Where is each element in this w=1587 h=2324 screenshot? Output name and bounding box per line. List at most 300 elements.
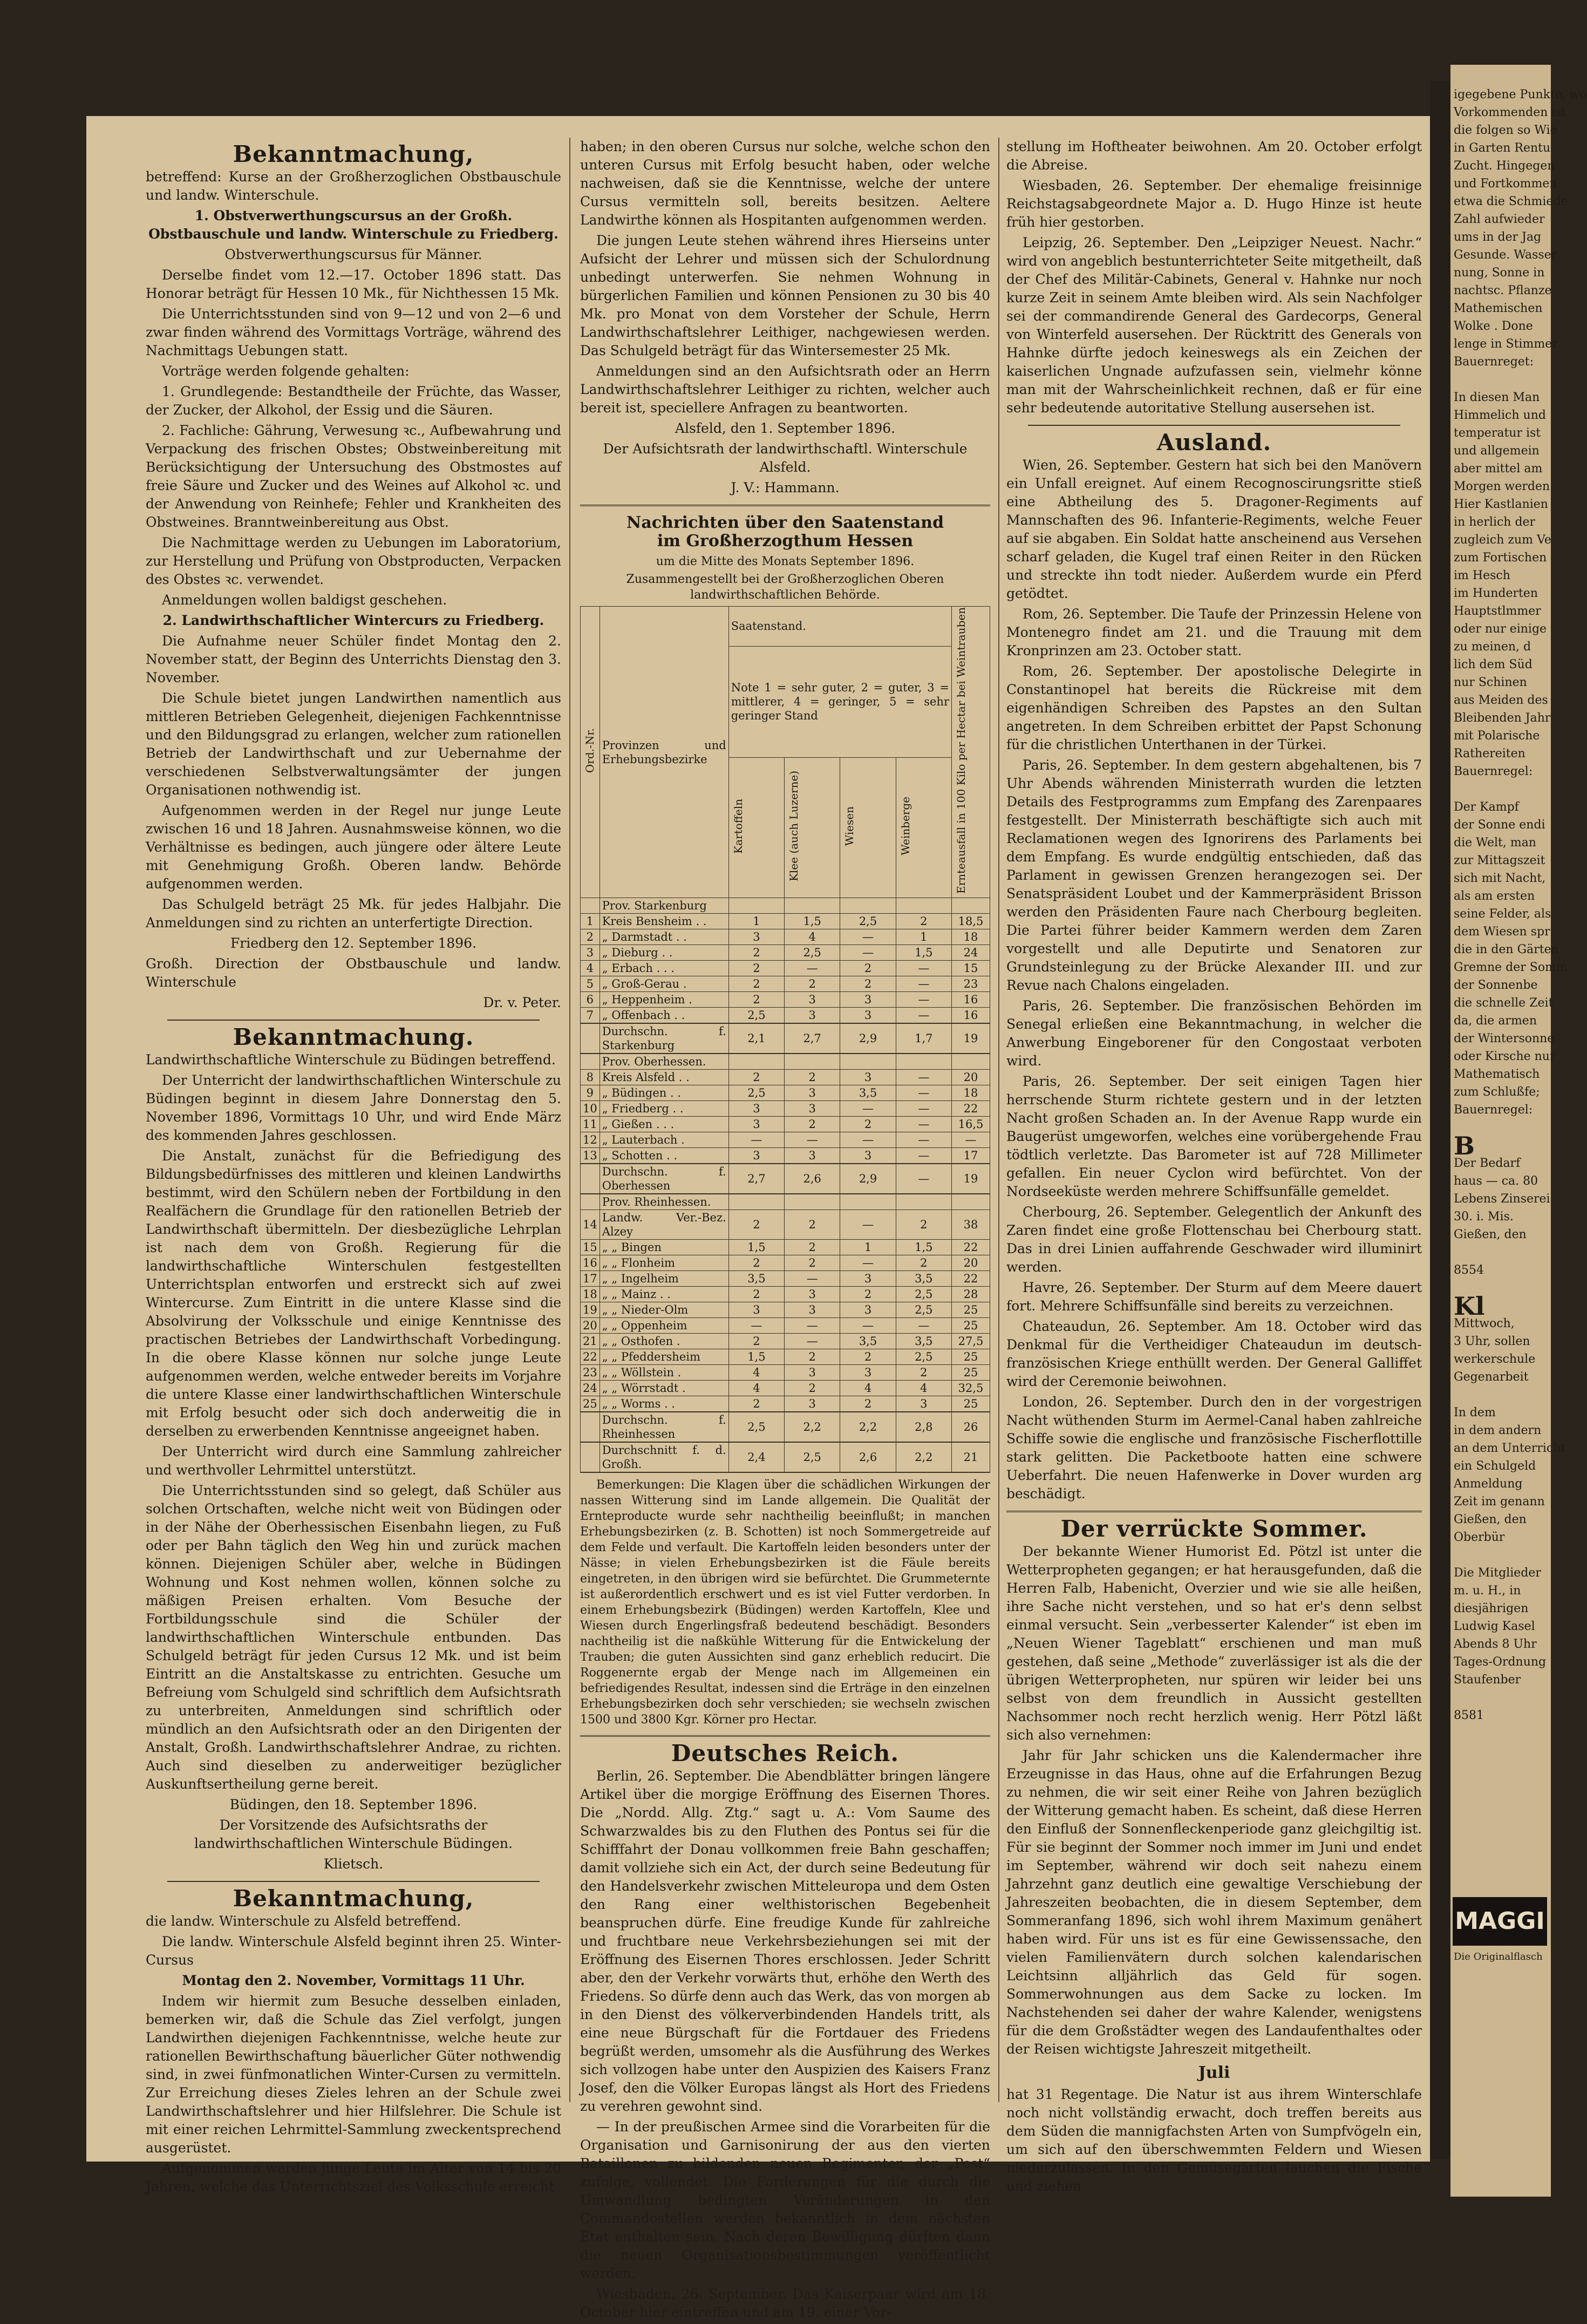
adjacent-page-line: dem Wiesen spr [1454, 925, 1550, 939]
table-cell-value: 1 [840, 1240, 896, 1255]
table-cell-nr: 22 [581, 1349, 600, 1365]
table-cell-value: 2,5 [785, 1442, 840, 1472]
table-cell-value: 2,1 [728, 1023, 784, 1054]
column-2 [580, 138, 990, 2324]
text: Die Unterrichtsstunden sind von 9—12 und von 2—6 und zwar finden während des Vormittags Vorträge, während des Nachmittags Uebungen statt. [146, 306, 561, 358]
table-cell-value: 3 [785, 1396, 840, 1412]
table-cell-value: 2 [896, 1365, 951, 1381]
heading-der-verrueckte-sommer: Der verrückte Sommer. [1060, 1516, 1368, 1542]
table-section-row [581, 1194, 990, 1210]
table-average-row [581, 1442, 990, 1472]
table-cell-value: 2 [728, 1070, 784, 1085]
table-cell-nr [581, 1412, 600, 1442]
table-average-row [581, 1412, 990, 1442]
table-cell-value: 2,6 [785, 1164, 840, 1194]
adjacent-page-line: B [1454, 1131, 1475, 1160]
table-cell-value [840, 1054, 896, 1070]
adjacent-page-line: Der Kampf [1454, 800, 1519, 814]
adjacent-page-line: seine Felder, als [1454, 907, 1551, 921]
heading-ausland: Ausland. [1156, 429, 1272, 456]
table-cell-value: 2,7 [785, 1023, 840, 1054]
adjacent-page-line: Tages-Ordnung [1454, 1655, 1547, 1669]
adjacent-page-line: Zahl aufwieder [1454, 213, 1545, 226]
adjacent-page-line: Gremne der Somm [1454, 961, 1568, 974]
table-cell-value: 1,5 [728, 1349, 784, 1365]
table-cell-value: 2 [840, 961, 896, 976]
table-cell-value: 4 [728, 1381, 784, 1396]
column-header: Kartoffeln [731, 798, 745, 854]
adjacent-page-line: die folgen so Wie [1454, 124, 1557, 137]
table-cell-value: 3 [785, 1148, 840, 1164]
table-cell-value: — [952, 1132, 990, 1148]
table-cell-value: 3 [728, 1117, 784, 1132]
table-cell-value: 2 [896, 1210, 951, 1240]
table-cell-district: „ „ Mainz . . [600, 1287, 728, 1302]
table-cell-district: „ Friedberg . . [600, 1101, 728, 1117]
text: Paris, 26. September. Der seit einigen Tagen hier herrschende Sturm richtete gestern und in der letzten Nacht großen Schaden an. In der Avenue Rapp wurde ein Baugerüst umgeworfen, welches eine vorübergehende Frau tödtlich verletzte. Das Barometer ist auf 728 Millimeter gefallen. Ein neuer Cyclon wird befürchtet. Von der Nordseeküste werden mehrere Schiffsunfälle gemeldet. [1006, 1073, 1422, 1199]
table-row [581, 1132, 990, 1148]
text: Die Aufnahme neuer Schüler findet Montag den 2. November statt, der Beginn des Unterrichts Dienstag den 3. November. [146, 633, 561, 685]
table-row [581, 1117, 990, 1132]
table-row [581, 1070, 990, 1085]
table-cell-district: „ „ Ingelheim [600, 1271, 728, 1287]
table-cell-nr: 1 [581, 914, 600, 929]
table-cell-value: 20 [952, 1255, 990, 1271]
table-cell-value [896, 1194, 951, 1210]
table-cell-value: 18 [952, 929, 990, 945]
table-cell-nr: 19 [581, 1302, 600, 1318]
table-cell-value: 1 [896, 929, 951, 945]
table-cell-district: „ Büdingen . . [600, 1085, 728, 1101]
table-cell-value: 3 [785, 992, 840, 1008]
table-cell-value: — [785, 961, 840, 976]
table-cell-value: — [896, 1101, 951, 1117]
table-notes: Bemerkungen: Die Klagen über die schädlichen Wirkungen der nassen Witterung sind im Lande allgemein. Die Qualität der Ernteproducte wurde sehr nachtheilig beeinflußt; in manchen Erhebungsbezirken (z. B. Schotten) ist noch Sommergetreide auf dem Felde und verfault. Die Kartoffeln leiden besonders unter der Nässe; in vielen Erhebungsbezirken ist die Fäule bereits eingetreten, in den übrigen wird sie befürchtet. Die Grummeternte ist außerordentlich erschwert und es ist viel Futter verdorben. In einem Erhebungsbezirk (Büdingen) werden Kartoffeln, Klee und Wiesen durch Engerlingsfraß bedeutend beschädigt. Besonders nachtheilig ist die naßkühle Witterung für die Entwickelung der Trauben; die guten Aussichten sind ganz erheblich reducirt. Die Roggenernte ergab der Menge nach im Allgemeinen ein befriedigendes Resultat, indessen sind die Erträge in den einzelnen Erhebungsbezirken doch sehr verschieden; sie wechseln zwischen 1500 und 3800 Kgr. Körner pro Hectar. [580, 1478, 990, 1727]
table-cell-value: — [896, 1085, 951, 1101]
table-cell-value: 1,7 [896, 1023, 951, 1054]
table-cell-value: 16 [952, 992, 990, 1008]
table-cell-value: 2,5 [728, 1085, 784, 1101]
adjacent-page-line: Wolke . Done [1454, 320, 1533, 333]
table-row [581, 1287, 990, 1302]
signature-name: Klietsch. [323, 1856, 384, 1872]
table-cell-nr: 18 [581, 1287, 600, 1302]
table-cell-value: 2,9 [840, 1164, 896, 1194]
heading-bekanntmachung-1: Bekanntmachung, [233, 141, 474, 167]
table-row [581, 1318, 990, 1334]
table-cell-value: — [896, 1117, 951, 1132]
adjacent-page-line: aber mittel am [1454, 462, 1543, 475]
table-cell-nr: 24 [581, 1381, 600, 1396]
column-header: Saatenstand. [731, 620, 806, 633]
adjacent-page-line: ums in der Jag [1454, 230, 1542, 244]
adjacent-page-line: Gesunde. Wasser [1454, 248, 1557, 262]
text: Der Unterricht der landwirthschaftlichen Winterschule zu Büdingen beginnt in diesem Jahre Donnerstag den 5. November 1896, Vormittags 10 Uhr, und wird Ende März des kommenden Jahres geschlossen. [146, 1072, 561, 1143]
table-cell-value: — [896, 1008, 951, 1024]
table-cell-nr: 4 [581, 961, 600, 976]
table-cell-value: 3 [728, 1101, 784, 1117]
text: Die Unterrichtsstunden sind so gelegt, daß Schüler aus solchen Ortschaften, welche nicht weit von Büdingen oder in der Nähe der Oberhessischen Eisenbahn liegen, zu Fuß oder per Bahn täglich den Weg hin und zurück machen können. Diejenigen Schüler aber, welche in Büdingen Wohnung und Kost nehmen wollen, können solche zu mäßigen Preisen erhalten. Vom Besuche der Fortbildungsschule sind die Schüler der landwirthschaftlichen Winterschule entbunden. Das Schulgeld beträgt für jeden Cursus 12 Mk. und ist beim Eintritt an die Anstaltskasse zu entrichten. Gesuche um Befreiung vom Schulgeld sind schriftlich dem Aufsichtsrath zu unterbreiten, Anmeldungen sind schriftlich oder mündlich an den Aufsichtsrath oder an den Dirigenten der Anstalt, Großh. Landwirthschaftslehrer Andrae, zu richten. Auch sind dieselben zu anderweitiger bezüglicher Auskunftsertheilung gerne bereit. [146, 1483, 561, 1792]
text: Der Unterricht wird durch eine Sammlung zahlreicher und werthvoller Lehrmittel unterstützt. [146, 1444, 561, 1478]
table-cell-district: Kreis Bensheim . . [600, 914, 728, 929]
table-cell-value [952, 1054, 990, 1070]
table-cell-value: 28 [952, 1287, 990, 1302]
table-cell-value: 25 [952, 1318, 990, 1334]
table-cell-nr [581, 1442, 600, 1472]
table-row [581, 1381, 990, 1396]
table-section-row [581, 1054, 990, 1070]
table-cell-value: — [728, 1318, 784, 1334]
table-cell-value: — [896, 961, 951, 976]
adjacent-page-line: zur Mittagszeit [1454, 854, 1545, 867]
table-cell-district: „ „ Nieder-Olm [600, 1302, 728, 1318]
table-cell-value: 18 [952, 1085, 990, 1101]
table-cell-value: 2,5 [896, 1349, 951, 1365]
table-cell-nr: 12 [581, 1132, 600, 1148]
table-cell-nr [581, 898, 600, 914]
adjacent-page-line: igegebene Punkte, wo [1454, 88, 1587, 101]
adjacent-page-line: etwa die Schmiede [1454, 195, 1568, 208]
table-cell-value: 2 [896, 914, 951, 929]
table-cell-nr: 25 [581, 1396, 600, 1412]
table-cell-value: 23 [952, 976, 990, 992]
dateline: Büdingen, den 18. September 1896. [229, 1797, 478, 1812]
table-cell-value: 25 [952, 1396, 990, 1412]
table-cell-value: 19 [952, 1023, 990, 1054]
table-cell-value: 1,5 [896, 945, 951, 961]
divider [167, 1881, 540, 1882]
text: Derselbe findet vom 12.—17. October 1896 statt. Das Honorar beträgt für Hessen 10 Mk., für Nichthessen 15 Mk. [146, 267, 561, 301]
table-cell-value: 17 [952, 1148, 990, 1164]
table-cell-value [785, 898, 840, 914]
table-cell-district: „ Groß-Gerau . [600, 976, 728, 992]
table-cell-district: „ „ Wörrstadt . [600, 1381, 728, 1396]
table-row [581, 1302, 990, 1318]
table-cell-district: „ „ Worms . . [600, 1396, 728, 1412]
text: Die Schule bietet jungen Landwirthen namentlich aus mittleren Betrieben Gelegenheit, diejenigen Fachkenntnisse und den Bildungsgrad zu erlangen, welcher zum rationellen Betrieb der Landwirthschaft und zur Uebernahme der verschiedenen Selbstverwaltungsämter der jungen Organisationen nothwendig ist. [146, 690, 561, 798]
adjacent-page-line: lenge in Stimmer [1454, 337, 1558, 351]
adjacent-page-line: in dem andern [1454, 1424, 1542, 1437]
adjacent-page-line: diesjährigen [1454, 1602, 1529, 1615]
table-cell-value: 1,5 [785, 914, 840, 929]
table-cell-value [728, 898, 784, 914]
table-cell-value: 18,5 [952, 914, 990, 929]
table-row [581, 1148, 990, 1164]
table-cell-value: 16,5 [952, 1117, 990, 1132]
divider [580, 1735, 990, 1737]
subheading: 2. Landwirthschaftlicher Wintercurs zu Friedberg. [162, 613, 544, 628]
table-cell-district: Durchschn. f. Oberhessen [600, 1164, 728, 1194]
table-cell-value: — [840, 945, 896, 961]
table-cell-district: „ Dieburg . . [600, 945, 728, 961]
table-subtitle: um die Mitte des Monats September 1896. [656, 555, 915, 568]
table-row [581, 914, 990, 929]
subheading: Obstverwerthungscursus für Männer. [224, 247, 482, 262]
table-cell-value: 2 [728, 945, 784, 961]
adjacent-page-line: Bleibenden Jahr [1454, 711, 1551, 725]
adjacent-page-line: 8581 [1454, 1709, 1484, 1722]
table-cell-district: Prov. Rheinhessen. [600, 1194, 728, 1210]
column-header: Weinberge [898, 797, 912, 855]
adjacent-page-line: Morgen werden [1454, 480, 1550, 493]
table-cell-district: „ „ Osthofen . [600, 1334, 728, 1349]
table-cell-value: 19 [952, 1164, 990, 1194]
adjacent-page-line: temperatur ist [1454, 426, 1541, 440]
table-cell-value: 2 [728, 1287, 784, 1302]
adjacent-page-line: Gießen, den [1454, 1513, 1527, 1526]
text: betreffend: Kurse an der Großherzoglichen Obstbauschule und landw. Winterschule. [146, 169, 561, 203]
table-row [581, 1101, 990, 1117]
table-section-row [581, 898, 990, 914]
text: haben; in den oberen Cursus nur solche, welche schon den unteren Cursus mit Erfolg besucht haben, oder welche nachweisen, daß sie die Kenntnisse, welche der untere Cursus vermitteln soll, bereits besitzen. Aeltere Landwirthe können als Hospitanten aufgenommen werden. [580, 139, 990, 228]
table-cell-value: 3 [785, 1302, 840, 1318]
table-cell-nr: 2 [581, 929, 600, 945]
adjacent-page-line: Staufenber [1454, 1673, 1521, 1687]
table-cell-value: 3 [728, 1302, 784, 1318]
text: Berlin, 26. September. Die Abendblätter bringen längere Artikel über die morgige Eröffnung des Eisernen Thores. Die „Nordd. Allg. Ztg.“ sagt u. A.: Vom Saume des Schwarzwaldes bis zu den Fluthen des Pontus sei für die Schifffahrt der Donau vollkommen freie Bahn geschaffen; damit vollziehe sich ein Act, der durch seine Bedeutung für den Handelsverkehr zwischen Mitteleuropa und dem Osten den Rang einer welthistorischen Begebenheit beanspruchen dürfe. Eine freudige Kunde für zahlreiche und fruchtbare neue Verkehrsbeziehungen sei mit der Eröffnung des Eisernen Thores erschlossen. Jeder Schritt aber, den der Verkehr vorwärts thut, erhöhe den Werth des Friedens. So dürfe denn auch das Werk, das von morgen ab in den Dienst des völkerverbindenden Handels tritt, als eine neue Bürgschaft für die Fortdauer des Friedens begrüßt werden, umsomehr als die Ausführung des Werkes sich vollzogen habe unter den Auspizien des Kaisers Franz Josef, den die Völker Europas längst als Hort des Friedens zu verehren gewohnt sind. [580, 1768, 990, 2115]
table-cell-value: 2,5 [785, 945, 840, 961]
table-cell-value: — [785, 1271, 840, 1287]
table-cell-value: — [840, 1318, 896, 1334]
adjacent-page-line: lich dem Süd [1454, 658, 1532, 671]
table-cell-value: — [840, 1101, 896, 1117]
table-row [581, 992, 990, 1008]
table-cell-value: 2 [728, 976, 784, 992]
table-cell-district: „ „ Bingen [600, 1240, 728, 1255]
table-cell-value: 3 [785, 1287, 840, 1302]
table-cell-value [785, 1194, 840, 1210]
table-cell-value: 2 [840, 1349, 896, 1365]
table-cell-nr: 16 [581, 1255, 600, 1271]
table-cell-value: 2,9 [840, 1023, 896, 1054]
table-cell-value: 2 [728, 1396, 784, 1412]
adjacent-page-line: Zucht. Hingegen [1454, 159, 1555, 173]
table-cell-value [952, 1194, 990, 1210]
table-cell-value: 2 [785, 1210, 840, 1240]
table-cell-value: 20 [952, 1070, 990, 1085]
maggi-advert: MAGGI [1453, 1897, 1547, 1946]
adjacent-page-line: die in den Gärten [1454, 943, 1559, 956]
table-cell-value: 2,5 [728, 1412, 784, 1442]
table-cell-value: 25 [952, 1302, 990, 1318]
adjacent-page-line: 8554 [1454, 1263, 1484, 1277]
table-cell-value: 2 [728, 1334, 784, 1349]
adjacent-page-edge [1450, 65, 1587, 2197]
table-cell-district: Durchschnitt f. d. Großh. [600, 1442, 728, 1472]
text: Jahr für Jahr schicken uns die Kalendermacher ihre Erzeugnisse in das Haus, ohne auf die Erfahrungen Bezug zu nehmen, die wir seit einer Reihe von Jahren bezüglich der Witterung gemacht haben. Es scheint, daß diese Herren den Einfluß der Sonnenfleckenperiode ganz gleichgiltig ist. Für sie beginnt der Sommer noch immer im Juni und endet im September, während wir doch seit nahezu einem Jahrzehnt ganz deutlich eine gewaltige Verschiebung der Jahreszeiten beobachten, die in diesem September, dem Sommeranfang 1896, sich wohl ihrem Maximum genähert haben wird. Für uns ist es für eine Gewissenssache, den vielen Familienvätern durch solchen kalendarischen Leichtsinn alljährlich das Geld für sogen. Sommerwohnungen aus dem Sacke zu locken. Im Nachstehenden sei daher der wahre Kalender, wenigstens für die dem Großstädter wegen des Landaufenthaltes oder der Reisen wichtigste Jahreszeit mitgetheilt. [1006, 1748, 1422, 2057]
table-cell-value: 21 [952, 1442, 990, 1472]
adjacent-page-line: zu meinen, d [1454, 640, 1531, 654]
table-cell-value: 2,7 [728, 1164, 784, 1194]
table-row [581, 945, 990, 961]
text: Havre, 26. September. Der Sturm auf dem Meere dauert fort. Mehrere Schiffsunfälle sind bereits zu verzeichnen. [1006, 1280, 1422, 1314]
adjacent-page-line: oder Kirsche nur [1454, 1050, 1556, 1063]
table-cell-value [728, 1054, 784, 1070]
table-row [581, 1349, 990, 1365]
text: Landwirthschaftliche Winterschule zu Büdingen betreffend. [146, 1052, 556, 1068]
table-cell-value: — [785, 1334, 840, 1349]
adjacent-page-line: zum Fortischen [1454, 551, 1547, 565]
table-cell-nr: 8 [581, 1070, 600, 1085]
heading-deutsches-reich: Deutsches Reich. [671, 1740, 900, 1767]
adjacent-page-line: in Garten Rentu [1454, 141, 1551, 155]
table-cell-value: 3 [840, 992, 896, 1008]
table-cell-value: — [896, 1164, 951, 1194]
table-cell-nr: 13 [581, 1148, 600, 1164]
column-rule [569, 138, 570, 2102]
table-cell-nr: 14 [581, 1210, 600, 1240]
table-cell-value: 1,5 [896, 1240, 951, 1255]
adjacent-page-line: aus Meiden des [1454, 694, 1548, 707]
text: Aufgenommen werden in der Regel nur junge Leute zwischen 16 und 18 Jahren. Ausnahmsweise können, wo die Verhältnisse es bedingen, auch jüngere oder ältere Leute mit Genehmigung Großh. Oberen landw. Behörde aufgenommen werden. [146, 803, 561, 892]
table-cell-district: Prov. Oberhessen. [600, 1054, 728, 1070]
table-cell-value: — [896, 992, 951, 1008]
adjacent-page-line: und allgemein [1454, 444, 1540, 458]
table-row [581, 961, 990, 976]
adjacent-page-line: m. u. H., in [1454, 1584, 1521, 1598]
text: die landw. Winterschule zu Alsfeld betreffend. [146, 1913, 461, 1929]
table-cell-nr [581, 1164, 600, 1194]
adjacent-page-line: Hauptstlmmer [1454, 604, 1541, 618]
column-1 [146, 138, 561, 2198]
table-cell-value [896, 898, 951, 914]
table-cell-value: 3 [896, 1396, 951, 1412]
signature: Großh. Direction der Obstbauschule und landw. Winterschule [146, 956, 561, 990]
table-cell-district: „ Heppenheim . [600, 992, 728, 1008]
table-cell-value: 3 [785, 1365, 840, 1381]
table-cell-value: 15 [952, 961, 990, 976]
table-row [581, 1396, 990, 1412]
table-cell-value: 2 [896, 1255, 951, 1271]
heading-bekanntmachung-2: Bekanntmachung. [233, 1024, 474, 1050]
table-cell-value [840, 898, 896, 914]
table-row [581, 929, 990, 945]
table-cell-value: 2 [840, 976, 896, 992]
text: Rom, 26. September. Die Taufe der Prinzessin Helene von Montenegro findet am 21. und die Trauung mit dem Kronprinzen am 23. October statt. [1006, 606, 1422, 658]
text: — In der preußischen Armee sind die Vorarbeiten für die Organisation und Garnisonirung der aus den vierten Bataillonen zu bildenden neuen Regimenter, der „Post“ zufolge, vollendet. Die Forderungen für die durch die Umwandlung bedingten Veränderungen in den Commandostellen werden bekanntlich in dem nächsten Etat enthalten sein. Nach deren Bewilligung dürften dann die neuen Organisationsbestimmungen veröffentlicht werden. [580, 2119, 990, 2282]
table-cell-nr: 9 [581, 1085, 600, 1101]
table-cell-value: 2 [840, 1287, 896, 1302]
divider [1028, 425, 1400, 426]
table-cell-value: 3 [785, 1101, 840, 1117]
adjacent-page-line: ein Schulgeld [1454, 1459, 1536, 1473]
table-cell-district: Landw. Ver.-Bez. Alzey [600, 1210, 728, 1240]
table-cell-value: 4 [896, 1381, 951, 1396]
column-header: Provinzen und Erhebungsbezirke [602, 738, 726, 766]
table-cell-district: Durchschn. f. Rheinhessen [600, 1412, 728, 1442]
text: Wien, 26. September. Gestern hat sich bei den Manövern ein Unfall ereignet. Auf einem Recognoscirungsritte stieß eine Abtheilung des 5. Dragoner-Regiments auf Mannschaften des 96. Infanterie-Regiments, welche Feuer auf sie abgaben. Ein Soldat hatte anscheinend aus Versehen scharf geladen, die Kugel traf einen Reiter in den Rücken und streckte ihn todt nieder. Außerdem wurde ein Pferd getödtet. [1006, 457, 1422, 601]
adjacent-page-line: 3 Uhr, sollen [1454, 1335, 1530, 1348]
table-row [581, 1334, 990, 1349]
table-cell-value: — [728, 1132, 784, 1148]
table-cell-value: 25 [952, 1349, 990, 1365]
adjacent-page-line: Zeit im genann [1454, 1495, 1545, 1508]
table-cell-value: 2,2 [840, 1412, 896, 1442]
text: Anmeldungen sind an den Aufsichtsrath oder an Herrn Landwirthschaftslehrer Leithiger zu richten, welcher auch bereit ist, speciellere Anfragen zu beantworten. [580, 363, 990, 416]
book-binding [1430, 81, 1450, 2159]
table-cell-district: „ „ Pfeddersheim [600, 1349, 728, 1365]
dateline: Alsfeld, den 1. September 1896. [675, 420, 896, 436]
adjacent-page-line: Bauernregel: [1454, 765, 1533, 778]
table-row [581, 1255, 990, 1271]
adjacent-page-line: Gießen, den [1454, 1228, 1527, 1241]
table-cell-value: 24 [952, 945, 990, 961]
column-header: Klee (auch Luzerne) [787, 771, 801, 882]
table-cell-value: 2,2 [896, 1442, 951, 1472]
column-header: Ernteausfall in 100 Kilo per Hectar bei Weintrauben [955, 607, 968, 894]
adjacent-page-line: Mathemischen [1454, 302, 1543, 315]
table-cell-district: „ Darmstadt . . [600, 929, 728, 945]
table-cell-district: „ „ Flonheim [600, 1255, 728, 1271]
table-cell-value: 22 [952, 1271, 990, 1287]
adjacent-page-line: die schnelle Zeit [1454, 996, 1554, 1010]
table-cell-value: 2,8 [896, 1412, 951, 1442]
table-cell-value [952, 898, 990, 914]
adjacent-page-line: im Hunderten [1454, 587, 1538, 600]
table-average-row [581, 1023, 990, 1054]
table-cell-district: „ Gießen . . . [600, 1117, 728, 1132]
adjacent-page-line: Bauernregel: [1454, 1103, 1533, 1117]
text: Paris, 26. September. In dem gestern abgehaltenen, bis 7 Uhr Abends währenden Ministerrath wurden die letzten Details des Festprogramms zum Empfang des Zarenpaares festgestellt. Der Ministerrath beschäftigte sich auch mit Reclamationen wegen des Ignorirens des Parlaments bei dem Empfang. Es wurde endgültig entschieden, daß das Parlament in gewissen Grenzen herangezogen sei. Der Senatspräsident Loubet und der Kammerpräsident Brisson werden den Präsidenten Faure nach Cherbourg begleiten. Die Partei führer beider Kammern werden dem Zaren vorgestellt und alle Deputirte und Senatoren zur Grundsteinlegung zu der Brücke Alexander III. und zur Revue nach Chalons eingeladen. [1006, 757, 1422, 993]
table-cell-value: — [785, 1132, 840, 1148]
table-cell-value: 26 [952, 1412, 990, 1442]
table-cell-value: 38 [952, 1210, 990, 1240]
maggi-advert-caption: Die Originalflasch [1454, 1951, 1543, 1962]
table-cell-value: — [840, 929, 896, 945]
table-cell-value: 2 [840, 1396, 896, 1412]
table-cell-nr: 17 [581, 1271, 600, 1287]
adjacent-page-line: Mittwoch, [1454, 1317, 1515, 1330]
adjacent-page-line: der Sonnenbe [1454, 978, 1538, 992]
newspaper-page [86, 116, 1430, 2321]
column-header: Wiesen [843, 806, 856, 846]
table-cell-district: „ Schotten . . [600, 1148, 728, 1164]
adjacent-page-line: Ludwig Kasel [1454, 1620, 1535, 1633]
table-cell-nr: 5 [581, 976, 600, 992]
adjacent-page-line: Oberbür [1454, 1531, 1505, 1544]
text: Rom, 26. September. Der apostolische Delegirte in Constantinopel hat bereits die Rückreise mit dem eigenhändigen Schreiben des Papstes an den Sultan angetreten. In dem Schreiben erbittet der Papst Schonung für die christlichen Unterthanen in der Türkei. [1006, 663, 1422, 752]
table-cell-district: „ Lauterbach . [600, 1132, 728, 1148]
adjacent-page-line: 30. i. Mis. [1454, 1210, 1514, 1224]
adjacent-page-line: Hier Kastlanien [1454, 498, 1548, 511]
table-cell-value: — [896, 1070, 951, 1085]
table-cell-value [785, 1054, 840, 1070]
signature: Der Vorsitzende des Aufsichtsraths der landwirthschaftlichen Winterschule Büdingen. [194, 1817, 513, 1851]
adjacent-page-line: werkerschule [1454, 1353, 1536, 1366]
table-cell-value: 2,5 [728, 1008, 784, 1024]
adjacent-page-line: mit Polarische [1454, 729, 1540, 743]
table-row [581, 1008, 990, 1024]
adjacent-page-line: In diesen Man [1454, 391, 1540, 404]
table-row [581, 1085, 990, 1101]
table-cell-value: 4 [840, 1381, 896, 1396]
dateline: Friedberg den 12. September 1896. [230, 935, 477, 951]
table-cell-value: 3 [840, 1302, 896, 1318]
table-cell-value: 2 [728, 992, 784, 1008]
column-header: Note 1 = sehr guter, 2 = guter, 3 = mittlerer, 4 = geringer, 5 = sehr geringer Stand [731, 681, 949, 723]
table-cell-nr: 11 [581, 1117, 600, 1132]
divider [1006, 1511, 1422, 1512]
table-cell-district: Kreis Alsfeld . . [600, 1070, 728, 1085]
table-cell-value: 2 [728, 1210, 784, 1240]
adjacent-page-line: nur Schinen [1454, 676, 1527, 689]
table-cell-nr: 23 [581, 1365, 600, 1381]
adjacent-page-line: nachtsc. Pflanze [1454, 284, 1552, 297]
text: Chateaudun, 26. September. Am 18. October wird das Denkmal für die Vertheidiger Chateaudun im deutsch-französischen Kriege enthüllt werden. Der General Galliffet wird der Ceremonie beiwohnen. [1006, 1319, 1422, 1389]
adjacent-page-line: zugleich zum Ve [1454, 533, 1551, 547]
table-cell-value: 2,5 [840, 914, 896, 929]
table-cell-value: — [896, 1148, 951, 1164]
